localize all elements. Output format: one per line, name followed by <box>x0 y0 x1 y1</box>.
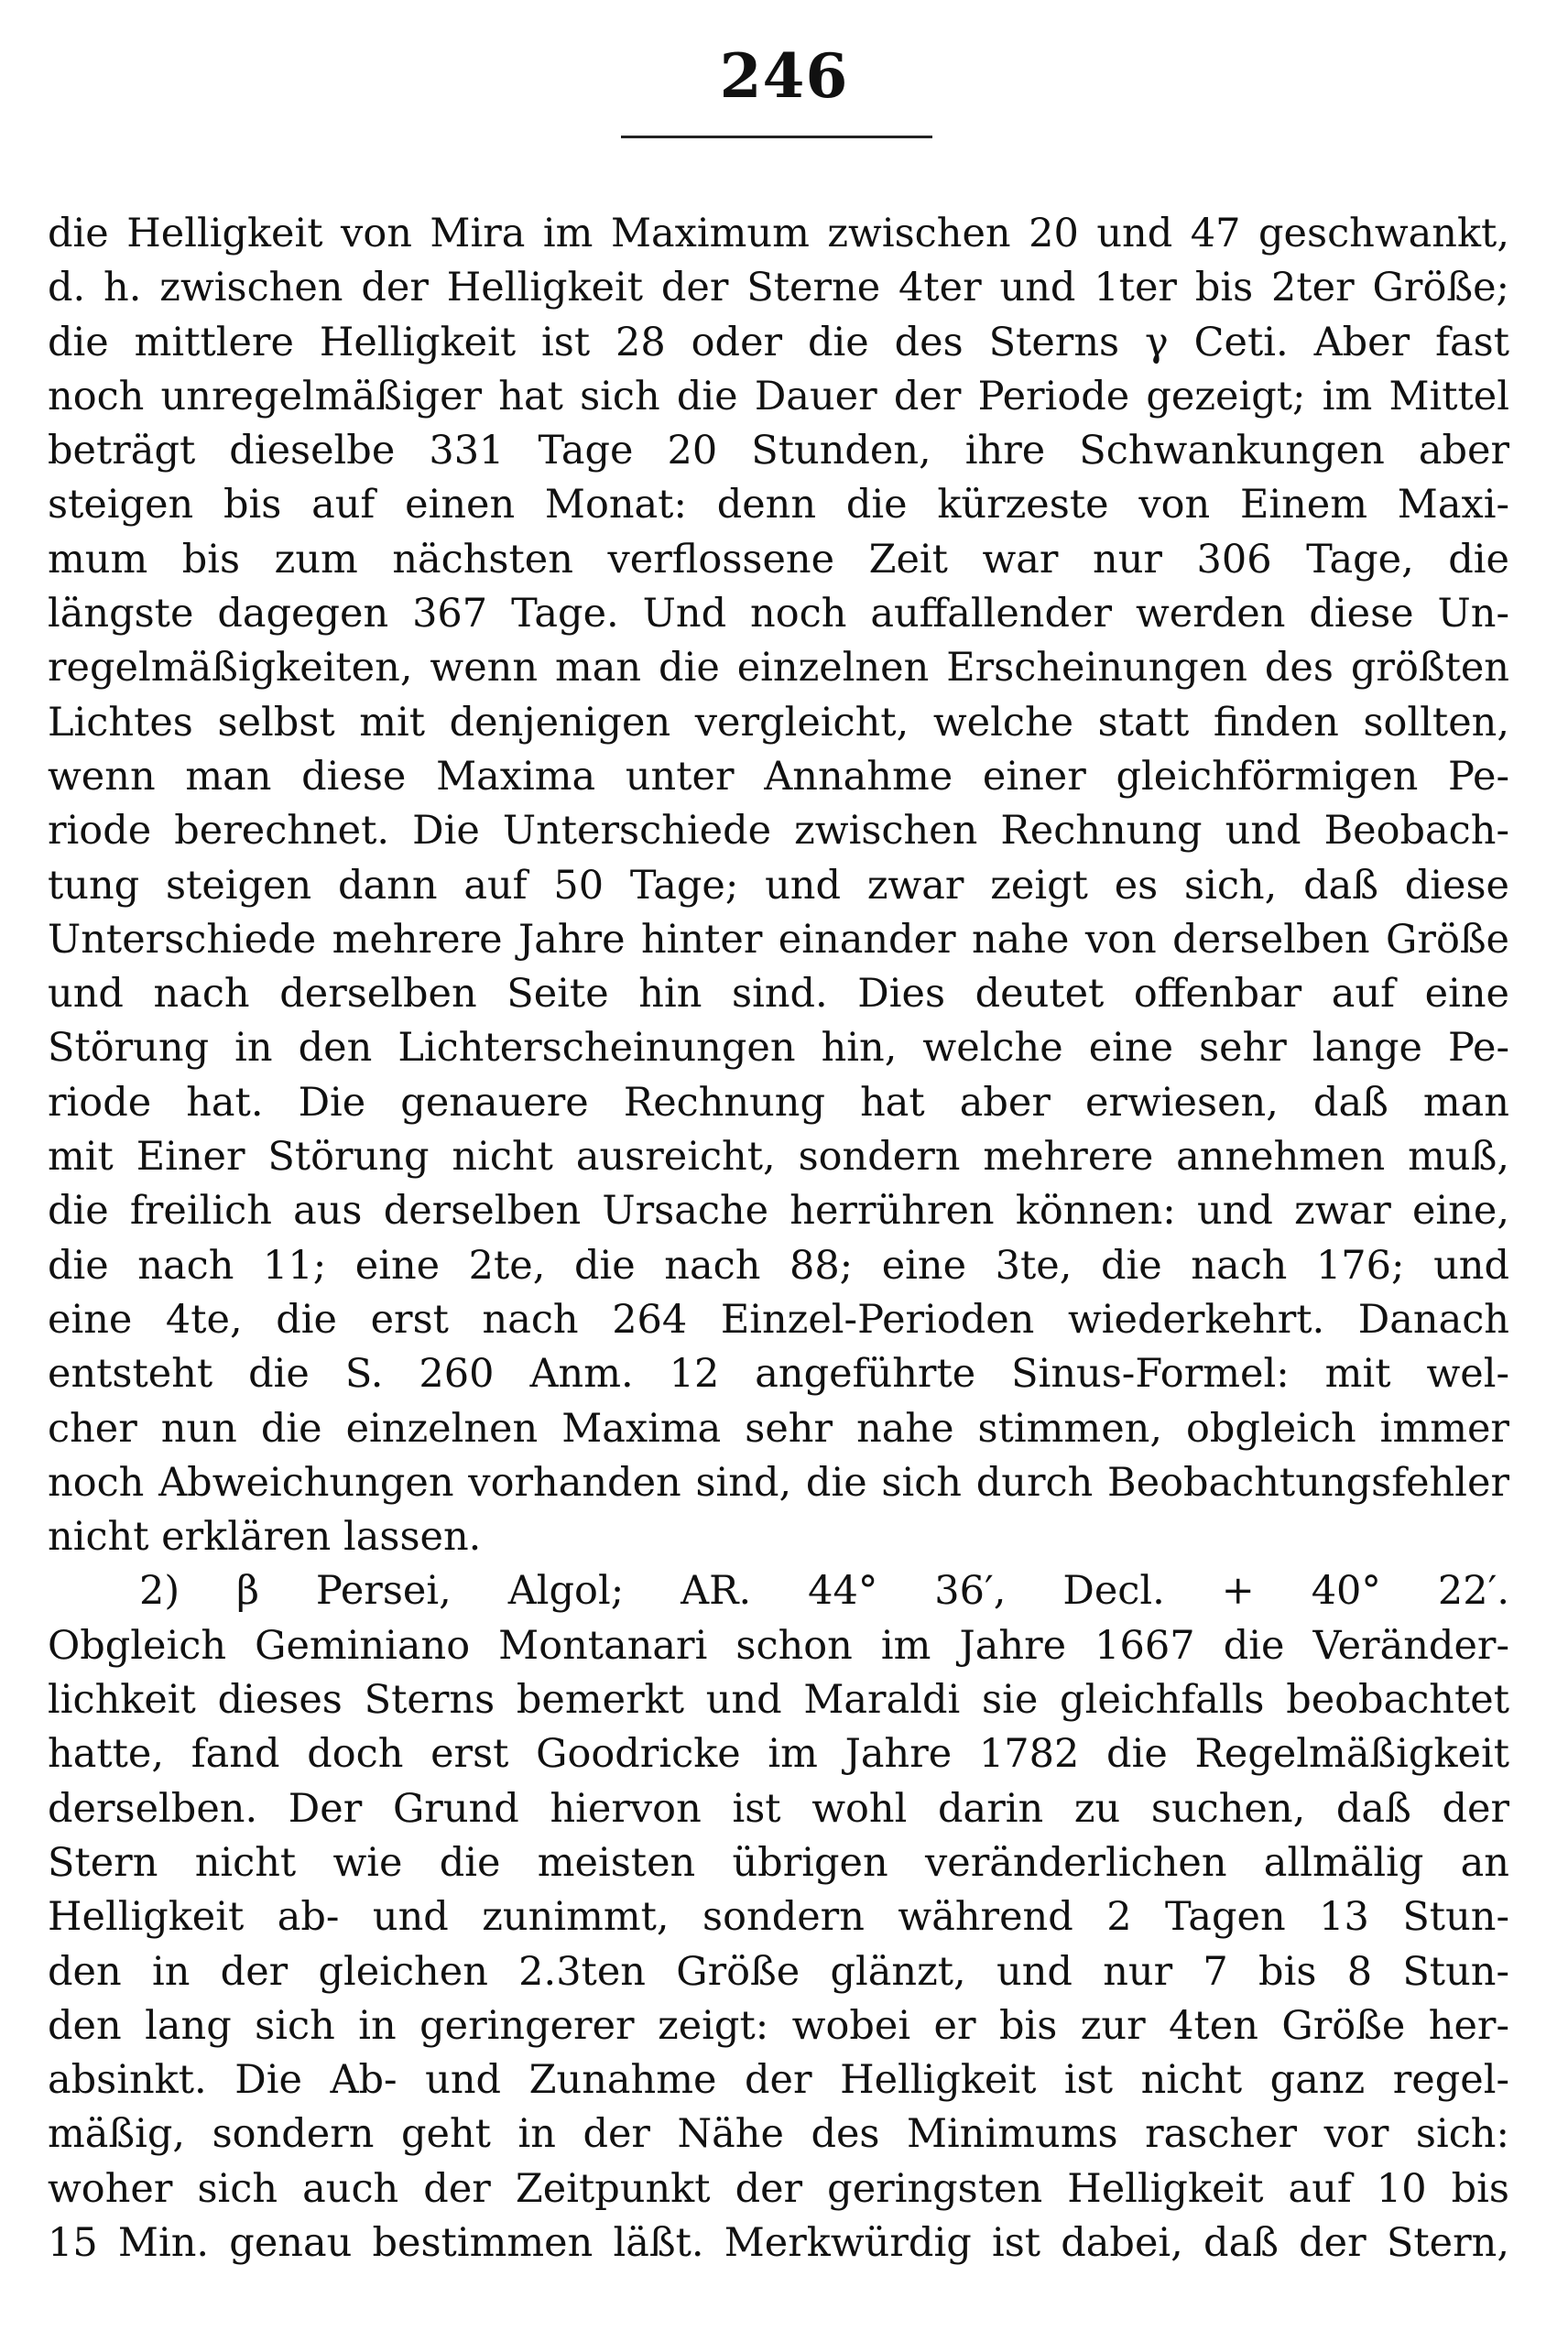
text-line: die Helligkeit von Mira im Maximum zwischen 20 und 47 geschwankt, <box>48 211 1509 256</box>
text-line: Lichtes selbst mit denjenigen vergleicht, welche statt finden sollten, <box>48 699 1509 746</box>
text-line: mum bis zum nächsten verflossene Zeit war nur 306 Tage, die <box>48 536 1509 583</box>
text-line: längste dagegen 367 Tage. Und noch auffallender werden diese Un- <box>48 591 1509 637</box>
text-line: die freilich aus derselben Ursache herrühren können: und zwar eine, <box>48 1188 1509 1235</box>
text-line: den lang sich in geringerer zeigt: wobei er bis zur 4ten Größe her- <box>48 2002 1509 2049</box>
text-line: nicht erklären lassen. <box>48 1514 482 1561</box>
text-line: die mittlere Helligkeit ist 28 oder die des Sterns γ Ceti. Aber fast <box>48 319 1509 365</box>
text-line: mäßig, sondern geht in der Nähe des Minimums rascher vor sich: <box>48 2111 1509 2158</box>
text-line: lichkeit dieses Sterns bemerkt und Maraldi sie gleichfalls beobachtet <box>48 1677 1509 1724</box>
text-line: die nach 11; eine 2te, die nach 88; eine 3te, die nach 176; und <box>48 1242 1509 1289</box>
text-line: riode hat. Die genauere Rechnung hat aber erwiesen, daß man <box>48 1079 1509 1126</box>
text-line: Unterschiede mehrere Jahre hinter einander nahe von derselben Größe <box>48 916 1509 963</box>
text-line: absinkt. Die Ab- und Zunahme der Helligkeit ist nicht ganz regel- <box>48 2057 1509 2104</box>
text-line: Obgleich Geminiano Montanari schon im Jahre 1667 die Veränder- <box>48 1622 1509 1669</box>
text-line: riode berechnet. Die Unterschiede zwischen Rechnung und Beobach- <box>48 808 1509 855</box>
text-line: hatte, fand doch erst Goodricke im Jahre 1782 die Regelmäßigkeit <box>48 1731 1509 1778</box>
text-line: mit Einer Störung nicht ausreicht, sondern mehrere annehmen muß, <box>48 1134 1509 1181</box>
text-line: wenn man diese Maxima unter Annahme einer gleichförmigen Pe- <box>48 753 1509 800</box>
text-line: noch unregelmäßiger hat sich die Dauer der Periode gezeigt; im Mittel <box>48 373 1509 419</box>
text-line: steigen bis auf einen Monat: denn die kürzeste von Einem Maxi- <box>48 482 1509 528</box>
text-line: d. h. zwischen der Helligkeit der Sterne 4ter und 1ter bis 2ter Größe; <box>48 265 1509 311</box>
text-line: und nach derselben Seite hin sind. Dies deutet offenbar auf eine <box>48 971 1509 1018</box>
text-line: Störung in den Lichterscheinungen hin, welche eine sehr lange Pe- <box>48 1025 1509 1072</box>
text-line: cher nun die einzelnen Maxima sehr nahe stimmen, obgleich immer <box>48 1405 1509 1452</box>
page-number: 246 <box>719 40 849 112</box>
text-line: derselben. Der Grund hiervon ist wohl darin zu suchen, daß der <box>48 1785 1509 1832</box>
text-line: Stern nicht wie die meisten übrigen veränderlichen allmälig an <box>48 1839 1509 1886</box>
text-line: entsteht die S. 260 Anm. 12 angeführte Sinus-Formel: mit wel- <box>48 1351 1509 1398</box>
text-line: beträgt dieselbe 331 Tage 20 Stunden, ihre Schwankungen aber <box>48 428 1509 474</box>
text-line: 2) β Persei, Algol; AR. 44° 36′, Decl. + 40° 22′. <box>139 1568 1509 1615</box>
header-rule <box>621 136 932 138</box>
text-line: 15 Min. genau bestimmen läßt. Merkwürdig ist dabei, daß der Stern, <box>48 2219 1509 2266</box>
text-line: Helligkeit ab- und zunimmt, sondern während 2 Tagen 13 Stun- <box>48 1894 1509 1941</box>
text-line: regelmäßigkeiten, wenn man die einzelnen Erscheinungen des größten <box>48 645 1509 691</box>
text-line: eine 4te, die erst nach 264 Einzel-Perioden wiederkehrt. Danach <box>48 1296 1509 1343</box>
text-line: woher sich auch der Zeitpunkt der geringsten Helligkeit auf 10 bis <box>48 2165 1509 2212</box>
text-line: den in der gleichen 2.3ten Größe glänzt, und nur 7 bis 8 Stun- <box>48 1948 1509 1995</box>
text-line: noch Abweichungen vorhanden sind, die sich durch Beobachtungsfehler <box>48 1459 1509 1506</box>
text-line: tung steigen dann auf 50 Tage; und zwar zeigt es sich, daß diese <box>48 862 1509 909</box>
body-text <box>48 207 1509 2270</box>
